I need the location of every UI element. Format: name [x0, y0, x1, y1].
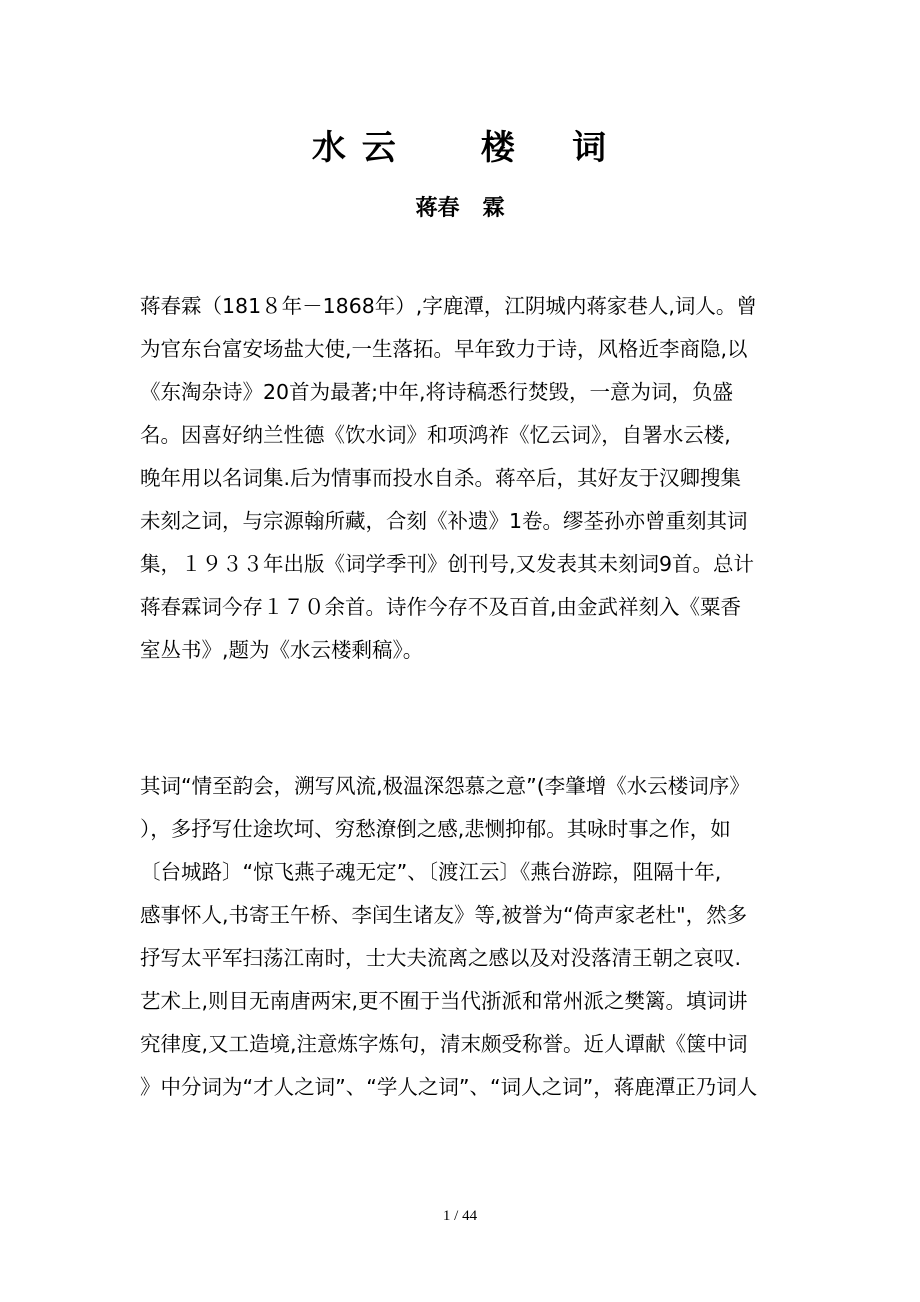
text-line: 究律度,又工造境,注意炼字炼句，清末颇受称誉。近人谭献《箧中词	[140, 1032, 748, 1056]
text-line: 室丛书》,题为《水云楼剩稿》。	[140, 638, 424, 662]
text-line: 为官东台富安场盐大使,一生落拓。早年致力于诗，风格近李商隐,以	[140, 337, 748, 361]
text-line: 》中分词为“才人之词”、“学人之词”、“词人之词”，蒋鹿潭正乃词人	[140, 1075, 758, 1099]
document-title: 水 云 楼 词	[311, 128, 609, 168]
page-number: 1 / 44	[442, 1208, 478, 1224]
paragraph-style	[140, 765, 790, 1109]
document-author: 蒋春 霖	[415, 196, 505, 221]
text-line: 未刻之词，与宗源翰所藏，合刻《补遗》1卷。缪荃孙亦曾重刻其词	[140, 509, 748, 533]
text-line: 蒋春霖（181８年－1868年）,字鹿潭，江阴城内蒋家巷人,词人。曾	[140, 294, 757, 318]
text-line: 抒写太平军扫荡江南时，士大夫流离之感以及对没落清王朝之哀叹.	[140, 946, 742, 970]
text-line: ），多抒写仕途坎坷、穷愁潦倒之感,悲恻抑郁。其咏时事之作，如	[140, 817, 731, 841]
text-line: 《东淘杂诗》20首为最著;中年,将诗稿悉行焚毁，一意为词，负盛	[140, 380, 734, 404]
text-line: 其词“情至韵会，溯写风流,极温深怨慕之意”(李肇增《水云楼词序》	[140, 774, 750, 798]
text-line: 〔台城路〕“惊飞燕子魂无定”、〔渡江云〕《燕台游踪，阻隔十年,	[140, 860, 722, 884]
text-line: 晚年用以名词集.后为情事而投水自杀。蒋卒后，其好友于汉卿搜集	[140, 466, 742, 490]
text-line: 蒋春霖词今存１７０余首。诗作今存不及百首,由金武祥刻入《粟香	[140, 595, 742, 619]
text-line: 艺术上,则目无南唐两宋,更不囿于当代浙派和常州派之樊篱。填词讲	[140, 989, 748, 1013]
text-line: 感事怀人,书寄王午桥、李闰生诸友》等,被誉为“倚声家老杜"，然多	[140, 903, 748, 927]
text-line: 集，１９３３年出版《词学季刊》创刊号,又发表其未刻词9首。总计	[140, 552, 755, 576]
paragraph-biography	[140, 285, 790, 672]
text-line: 名。因喜好纳兰性德《饮水词》和项鸿祚《忆云词》，自署水云楼,	[140, 423, 731, 447]
